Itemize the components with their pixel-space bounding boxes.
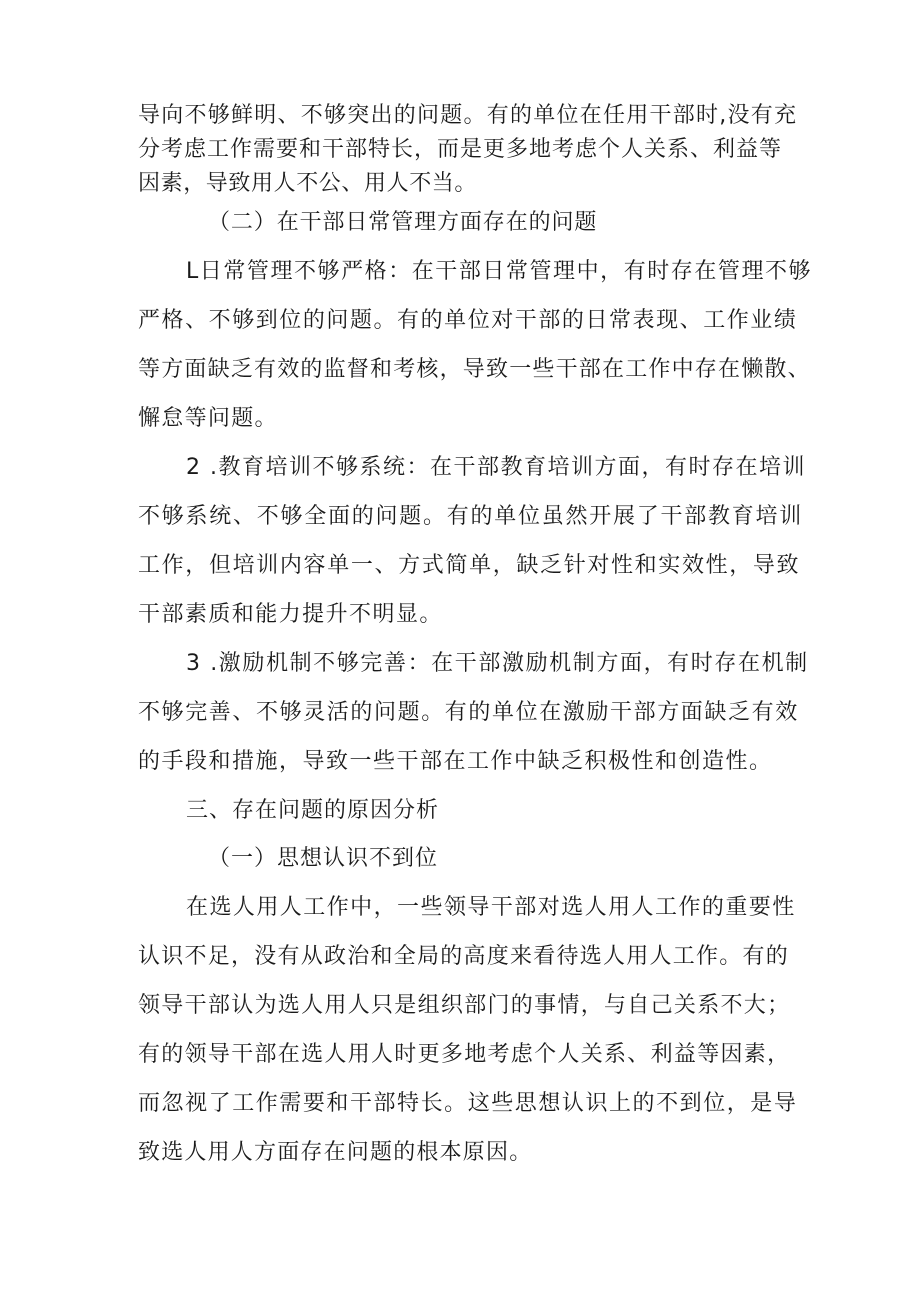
text-line: 导向不够鲜明、不够突出的问题。有的单位在任用干部时,没有充 [138,103,798,128]
text-line: 懈怠等问题。 [138,406,278,431]
text-line: L日常管理不够严格：在干部日常管理中，有时存在管理不够 [186,259,813,284]
text-line: 工作，但培训内容单一、方式简单，缺乏针对性和实效性，导致 [138,553,801,578]
text-line: 致选人用人方面存在问题的根本原因。 [138,1140,533,1165]
text-line: 领导干部认为选人用人只是组织部门的事情，与自己关系不大； [138,993,791,1018]
text-line: 有的领导干部在选人用人时更多地考虑个人关系、利益等因素， [138,1042,791,1067]
text-line: 不够完善、不够灵活的问题。有的单位在激励干部方面缺乏有效 [138,700,799,725]
text-line: 不够系统、不够全面的问题。有的单位虽然开展了干部教育培训 [138,504,804,529]
section-heading: （二）在干部日常管理方面存在的问题 [208,210,598,235]
text-line: 严格、不够到位的问题。有的单位对干部的日常表现、工作业绩 [138,308,798,333]
text-line: 在选人用人工作中，一些领导干部对选人用人工作的重要性 [186,895,796,920]
text-line: 2 .教育培训不够系统：在干部教育培训方面，有时存在培训 [186,455,806,480]
subsection-heading: （一）思想认识不到位 [208,846,439,871]
section-heading: 三、存在问题的原因分析 [186,798,440,823]
text-line: 因素，导致用人不公、用人不当。 [138,171,478,196]
text-line: 的手段和措施，导致一些干部在工作中缺乏积极性和创造性。 [138,749,773,774]
text-line: 干部素质和能力提升不明显。 [138,602,443,627]
text-line: 认识不足，没有从政治和全局的高度来看待选人用人工作。有的 [138,944,790,969]
text-line: 而忽视了工作需要和干部特长。这些思想认识上的不到位，是导 [138,1091,798,1116]
text-line: 等方面缺乏有效的监督和考核，导致一些干部在工作中存在懒散、 [138,357,811,382]
text-line: 3 .激励机制不够完善：在干部激励机制方面，有时存在机制 [186,651,809,676]
text-line: 分考虑工作需要和干部特长，而是更多地考虑个人关系、利益等 [138,137,783,162]
